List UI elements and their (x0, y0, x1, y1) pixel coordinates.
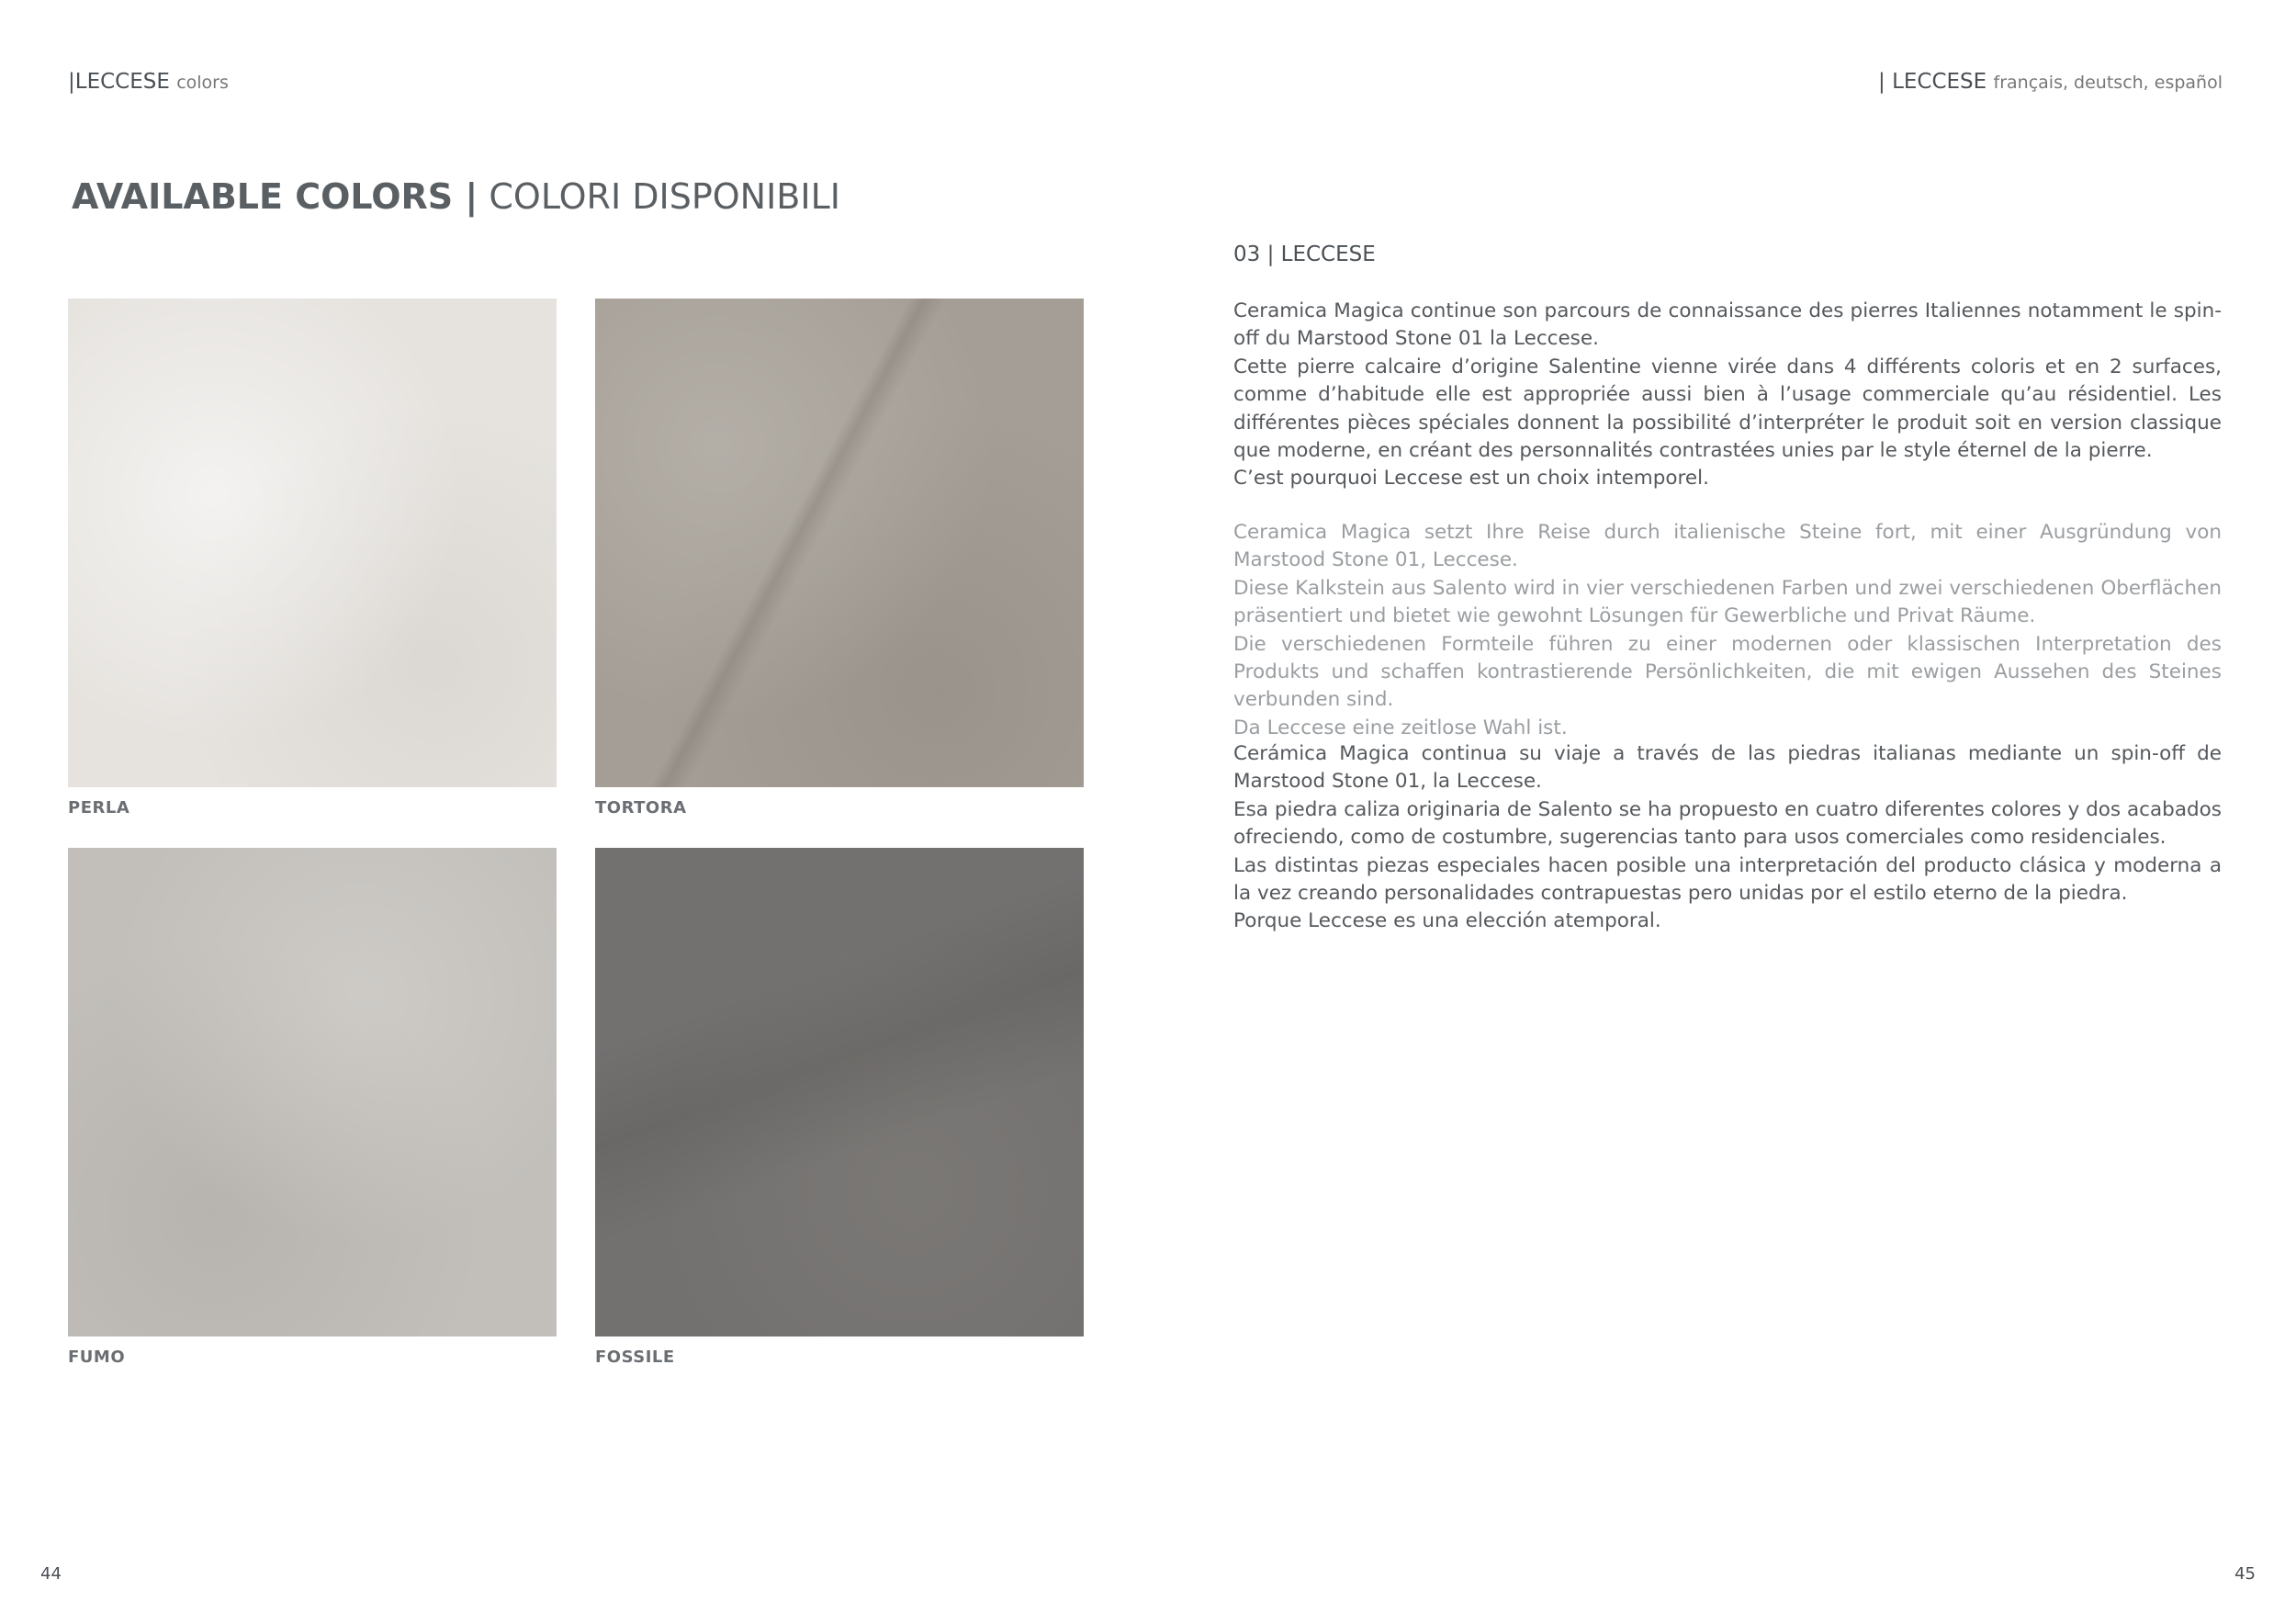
french-text (1233, 298, 2222, 493)
french-line: Cette pierre calcaire d’origine Salentine vienne virée dans 4 différents coloris et en 2 surfaces, comme d’habitude elle est appropriée aussi bien à l’usage commerciale qu’au résidentiel. Les différentes pièces spéciales donnent la possibilité d’interpréter le produit soit en version classique que moderne, en créant des personnalités contrastées unies par le style éternel de la pierre. (1233, 355, 2222, 463)
german-line: Ceramica Magica setzt Ihre Reise durch italienische Steine fort, mit einer Ausgründung von Marstood Stone 01, Leccese. (1233, 521, 2222, 572)
page-title-light: COLORI DISPONIBILI (489, 176, 840, 217)
section-title: 03 | LECCESE (1233, 242, 1376, 266)
page-title-bold: AVAILABLE COLORS | (72, 176, 478, 217)
swatch-label-fumo: FUMO (68, 1348, 126, 1367)
header-left-brand: LECCESE (74, 70, 170, 94)
header-left (68, 70, 229, 94)
page-number-right: 45 (2234, 1564, 2256, 1584)
swatch-tortora (595, 299, 1084, 787)
swatch-label-perla: PERLA (68, 798, 130, 818)
spanish-line: Las distintas piezas especiales hacen posible una interpretación del producto clásica y moderna a la vez creando personalidades contrapuestas pero unidas por el estilo eterno de la piedra. (1233, 853, 2222, 906)
page-title (72, 176, 840, 217)
french-line: C’est pourquoi Leccese est un choix intemporel. (1233, 467, 1709, 491)
french-line: Ceramica Magica continue son parcours de connaissance des pierres Italiennes notamment le spin-off du Marstood Stone 01 la Leccese. (1233, 299, 2222, 351)
header-left-bar: | (68, 70, 75, 94)
swatch-perla (68, 299, 557, 787)
spanish-text (1233, 740, 2222, 936)
swatch-label-tortora: TORTORA (595, 798, 687, 818)
german-text (1233, 519, 2222, 742)
spanish-line: Esa piedra caliza originaria de Salento se ha propuesto en cuatro diferentes colores y dos acabados ofreciendo, como de costumbre, sugerencias tanto para usos comerciales como residenciales. (1233, 797, 2222, 850)
header-left-subtitle: colors (176, 73, 229, 93)
page-number-left: 44 (40, 1564, 62, 1584)
header-right-bar: | (1878, 70, 1893, 94)
swatch-fumo (68, 848, 557, 1336)
swatch-fossile (595, 848, 1084, 1336)
german-line: Da Leccese eine zeitlose Wahl ist. (1233, 716, 1568, 739)
german-line: Diese Kalkstein aus Salento wird in vier verschiedenen Farben und zwei verschiedenen Oberflächen präsentiert und bietet wie gewohnt Lösungen für Gewerbliche und Privat Räume. (1233, 576, 2222, 628)
header-right (1878, 70, 2223, 94)
spanish-line: Porque Leccese es una elección atemporal. (1233, 909, 1661, 933)
header-right-subtitle: français, deutsch, español (1993, 73, 2223, 93)
german-line: Die verschiedenen Formteile führen zu einer modernen oder klassischen Interpretation des Produkts und schaffen kontrastierende Persönlichkeiten, die mit ewigen Aussehen des Steines verbunden sind. (1233, 632, 2222, 712)
header-right-brand: LECCESE (1892, 70, 1987, 94)
swatch-label-fossile: FOSSILE (595, 1348, 675, 1367)
spanish-line: Cerámica Magica continua su viaje a través de las piedras italianas mediante un spin-off de Marstood Stone 01, la Leccese. (1233, 742, 2222, 794)
